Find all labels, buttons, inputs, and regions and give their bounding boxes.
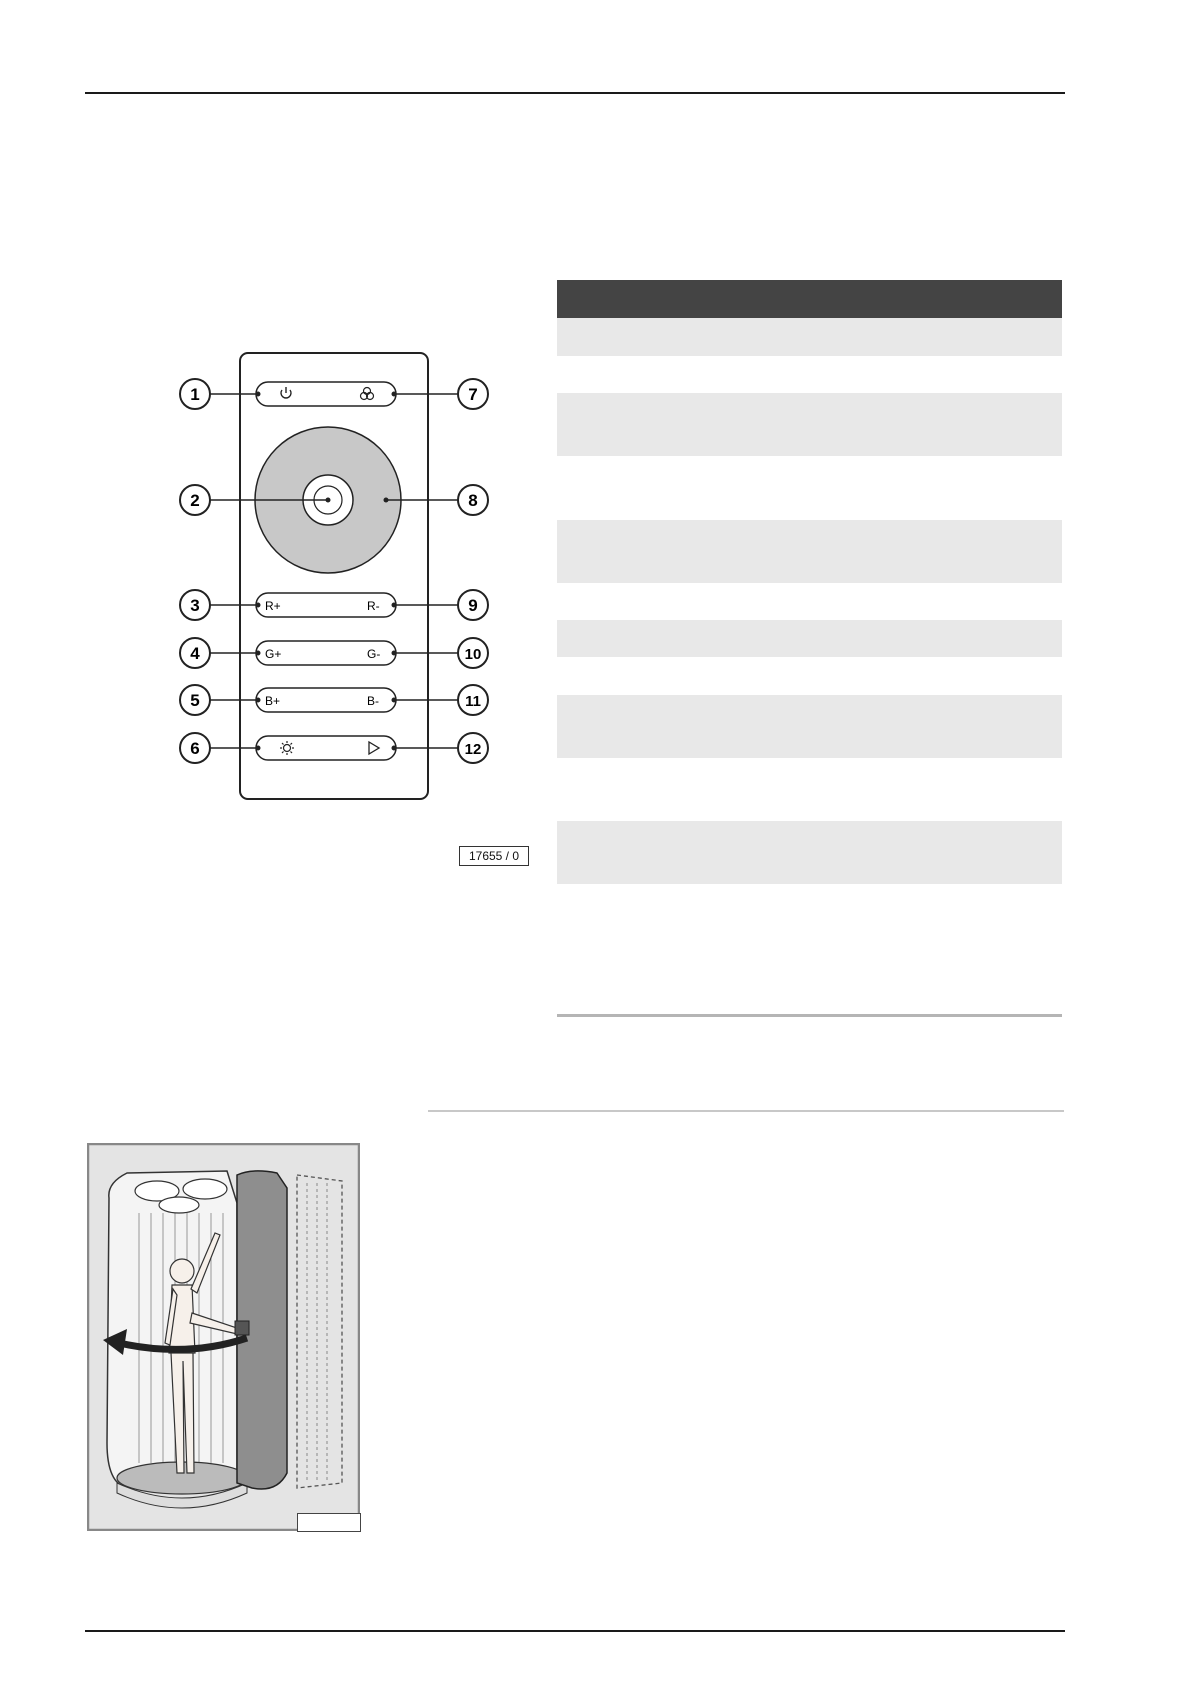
header-rule <box>85 92 1065 94</box>
svg-text:11: 11 <box>465 693 481 710</box>
b-plus-label: B+ <box>265 694 281 708</box>
table-header <box>557 280 1062 318</box>
remote-control-diagram <box>170 345 510 805</box>
g-minus-label: G- <box>367 647 381 661</box>
remote-body <box>240 353 428 799</box>
svg-text:10: 10 <box>464 646 482 663</box>
legend-table <box>557 280 1062 1017</box>
table-row <box>557 318 1062 356</box>
svg-text:12: 12 <box>464 741 482 758</box>
table-row <box>557 657 1062 695</box>
svg-text:2: 2 <box>190 491 200 510</box>
booth-figure-id-box <box>297 1513 361 1532</box>
table-row <box>557 620 1062 657</box>
power-rgb-button[interactable] <box>256 382 396 406</box>
table-row <box>557 356 1062 393</box>
table-row <box>557 393 1062 456</box>
table-row <box>557 758 1062 821</box>
svg-text:3: 3 <box>190 596 200 615</box>
brightness-play-button[interactable] <box>256 736 396 760</box>
section-divider <box>428 1110 1064 1112</box>
svg-text:6: 6 <box>190 739 200 758</box>
table-row <box>557 456 1062 520</box>
svg-text:9: 9 <box>468 596 478 615</box>
table-row <box>557 520 1062 583</box>
svg-text:8: 8 <box>468 491 478 510</box>
b-minus-label: B- <box>367 694 379 708</box>
table-row <box>557 695 1062 758</box>
svg-text:4: 4 <box>190 644 200 663</box>
door-handle <box>235 1321 249 1335</box>
svg-text:1: 1 <box>190 385 200 404</box>
r-minus-label: R- <box>367 599 380 613</box>
g-plus-label: G+ <box>265 647 282 661</box>
r-plus-label: R+ <box>265 599 281 613</box>
table-end-rule <box>557 1014 1062 1017</box>
table-row <box>557 821 1062 884</box>
footer-rule <box>85 1630 1065 1632</box>
table-row <box>557 583 1062 620</box>
svg-text:7: 7 <box>468 385 478 404</box>
figure-id-label: 17655 / 0 <box>459 846 529 866</box>
tanning-booth-illustration <box>87 1143 360 1531</box>
svg-text:5: 5 <box>190 691 200 710</box>
